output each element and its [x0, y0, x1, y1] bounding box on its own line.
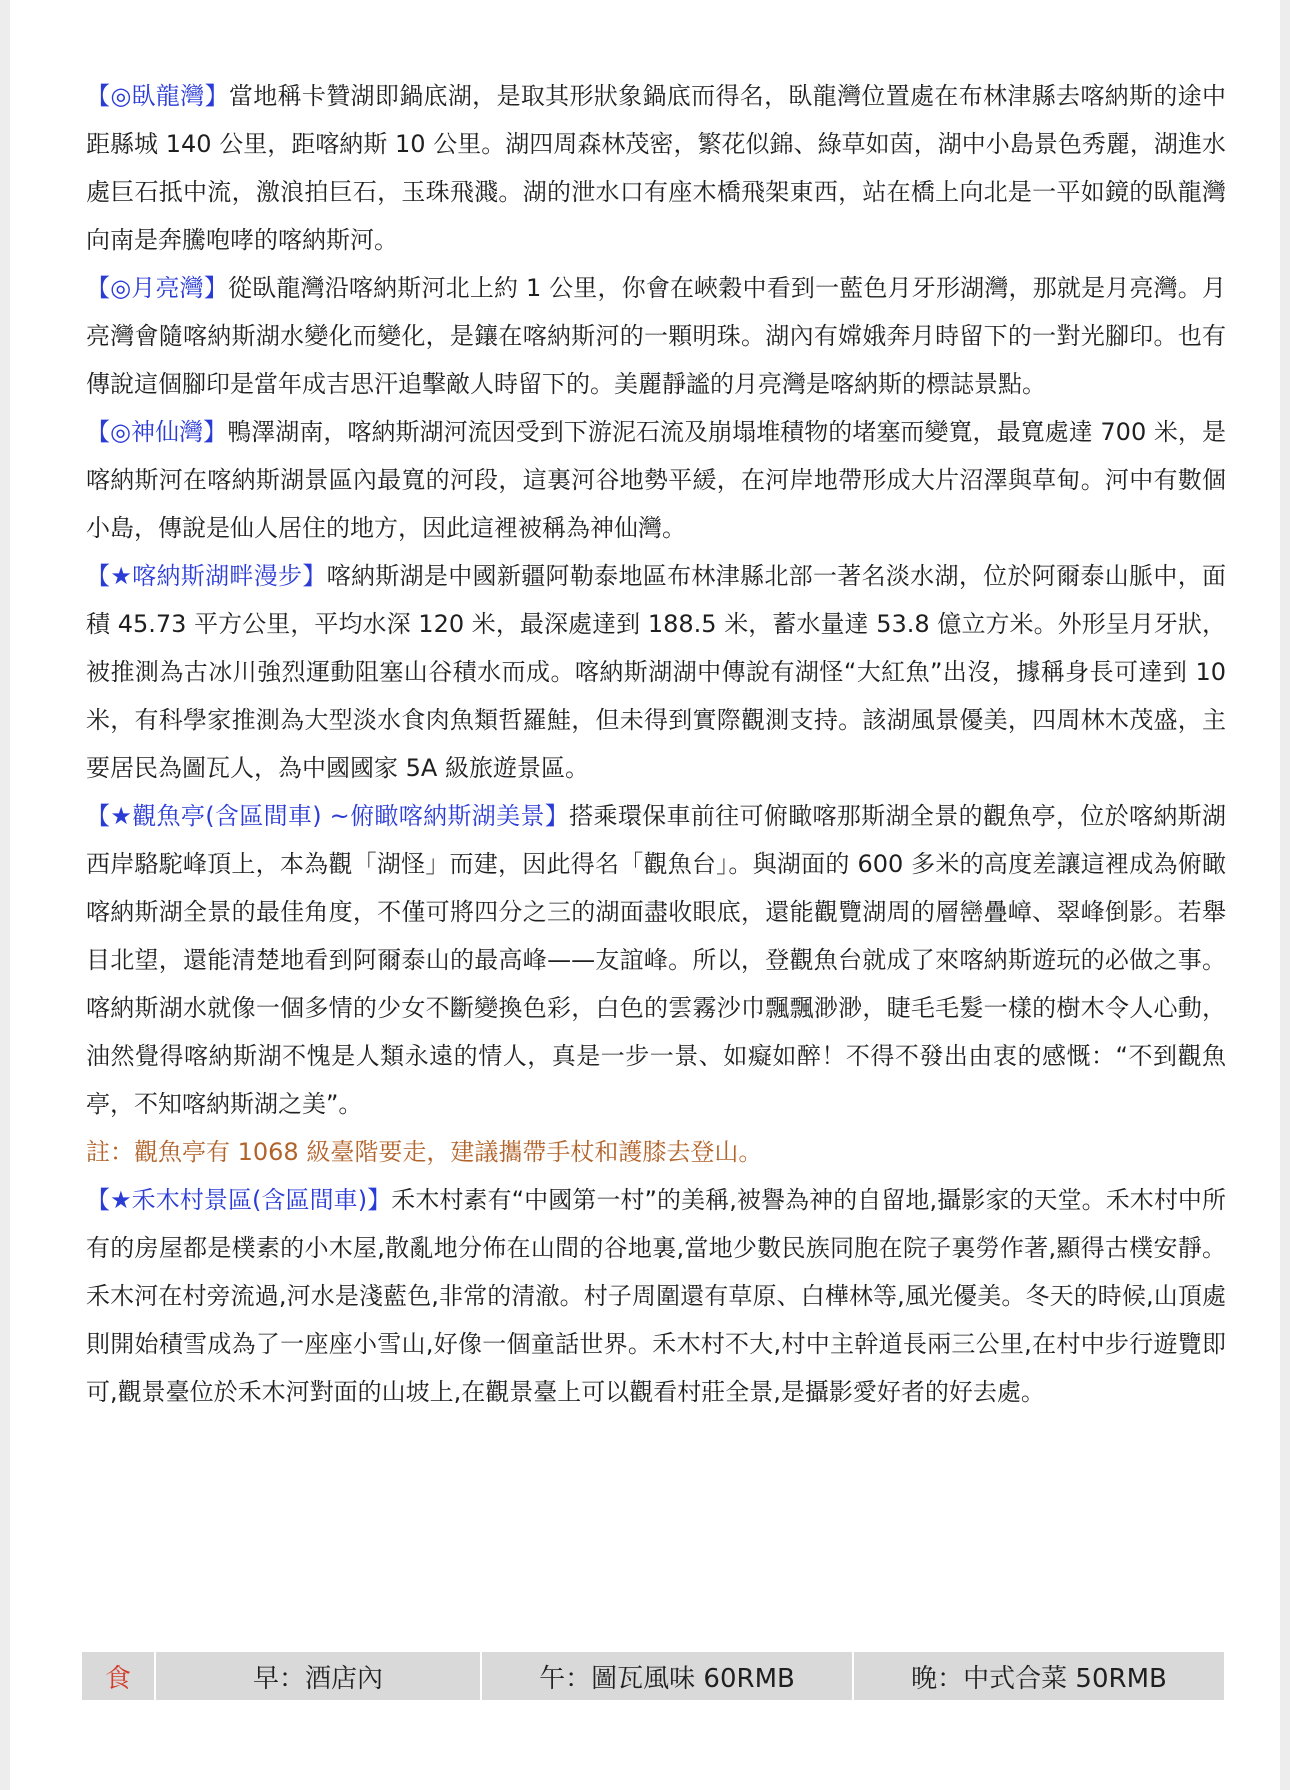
section-fish-viewing-pavilion — [86, 792, 1226, 1128]
section-title: 【★喀納斯湖畔漫步】 — [86, 562, 327, 590]
section-hemu-village — [86, 1176, 1226, 1416]
document-page — [10, 0, 1280, 1790]
meal-breakfast: 早：酒店內 — [156, 1652, 482, 1700]
section-body: 搭乘環保車前往可俯瞰喀那斯湖全景的觀魚亭，位於喀納斯湖西岸駱駝峰頂上，本為觀「湖怪」而建，因此得名「觀魚台」。與湖面的 600 多米的高度差讓這裡成為俯瞰喀納斯湖全景的最佳角度，不僅可將四分之三的湖面盡收眼底，還能觀覽湖周的層巒疊嶂、翠峰倒影。若舉目北望，還能清楚地看到阿爾泰山的最高峰——友誼峰。所以，登觀魚台就成了來喀納斯遊玩的必做之事。喀納斯湖水就像一個多情的少女不斷變換色彩，白色的雲霧沙巾飄飄渺渺，睫毛毛髮一樣的樹木令人心動，油然覺得喀納斯湖不愧是人類永遠的情人，真是一步一景、如癡如醉！不得不發出由衷的感慨：“不到觀魚亭，不知喀納斯湖之美”。 — [86, 802, 1226, 1118]
section-body: 鴨澤湖南，喀納斯湖河流因受到下游泥石流及崩塌堆積物的堵塞而變寬，最寬處達 700 米，是喀納斯河在喀納斯湖景區內最寬的河段，這裏河谷地勢平緩，在河岸地帶形成大片沼澤與草甸。河中有數個小島，傳說是仙人居住的地方，因此這裡被稱為神仙灣。 — [86, 418, 1226, 542]
section-body: 當地稱卡贊湖即鍋底湖，是取其形狀象鍋底而得名，臥龍灣位置處在布林津縣去喀納斯的途中距縣城 140 公里，距喀納斯 10 公里。湖四周森林茂密，繁花似錦、綠草如茵，湖中小島景色秀麗，湖進水處巨石抵中流，激浪拍巨石，玉珠飛濺。湖的泄水口有座木橋飛架東西，站在橋上向北是一平如鏡的臥龍灣向南是奔騰咆哮的喀納斯河。 — [86, 82, 1226, 254]
meals-label: 食 — [82, 1652, 156, 1700]
section-moon-bay — [86, 264, 1226, 408]
section-title: 【◎月亮灣】 — [86, 274, 229, 302]
section-title: 【★觀魚亭(含區間車) ~俯瞰喀納斯湖美景】 — [86, 802, 570, 830]
section-body: 禾木村素有“中國第一村”的美稱,被譽為神的自留地,攝影家的天堂。禾木村中所有的房屋都是樸素的小木屋,散亂地分佈在山間的谷地裏,當地少數民族同胞在院子裏勞作著,顯得古樸安靜。禾木河在村旁流過,河水是淺藍色,非常的清澈。村子周圍還有草原、白樺林等,風光優美。冬天的時候,山頂處則開始積雪成為了一座座小雪山,好像一個童話世界。禾木村不大,村中主幹道長兩三公里,在村中步行遊覽即可,觀景臺位於禾木河對面的山坡上,在觀景臺上可以觀看村莊全景,是攝影愛好者的好去處。 — [86, 1186, 1226, 1406]
itinerary-content — [86, 72, 1226, 1416]
section-title: 【◎臥龍灣】 — [86, 82, 229, 110]
section-shenxian-bay — [86, 408, 1226, 552]
section-wolong-bay — [86, 72, 1226, 264]
section-title: 【◎神仙灣】 — [86, 418, 228, 446]
section-kanas-lake-walk — [86, 552, 1226, 792]
section-body: 從臥龍灣沿喀納斯河北上約 1 公里，你會在峽穀中看到一藍色月牙形湖灣，那就是月亮灣。月亮灣會隨喀納斯湖水變化而變化，是鑲在喀納斯河的一顆明珠。湖內有嫦娥奔月時留下的一對光腳印。也有傳說這個腳印是當年成吉思汗追擊敵人時留下的。美麗靜謐的月亮灣是喀納斯的標誌景點。 — [86, 274, 1226, 398]
section-body: 喀納斯湖是中國新疆阿勒泰地區布林津縣北部一著名淡水湖，位於阿爾泰山脈中，面積 45.73 平方公里，平均水深 120 米，最深處達到 188.5 米，蓄水量達 53.8 億立方米。外形呈月牙狀，被推測為古冰川強烈運動阻塞山谷積水而成。喀納斯湖湖中傳說有湖怪“大紅魚”出沒，據稱身長可達到 10 米，有科學家推測為大型淡水食肉魚類哲羅鮭，但未得到實際觀測支持。該湖風景優美，四周林木茂盛，主要居民為圖瓦人，為中國國家 5A 級旅遊景區。 — [86, 562, 1227, 782]
section-title: 【★禾木村景區(含區間車)】 — [86, 1186, 392, 1214]
meals-table — [82, 1652, 1224, 1700]
stairs-note: 註：觀魚亭有 1068 級臺階要走，建議攜帶手杖和護膝去登山。 — [86, 1138, 763, 1166]
meal-dinner: 晚：中式合菜 50RMB — [911, 1663, 1167, 1694]
meal-lunch: 午：圖瓦風味 60RMB — [482, 1652, 854, 1700]
